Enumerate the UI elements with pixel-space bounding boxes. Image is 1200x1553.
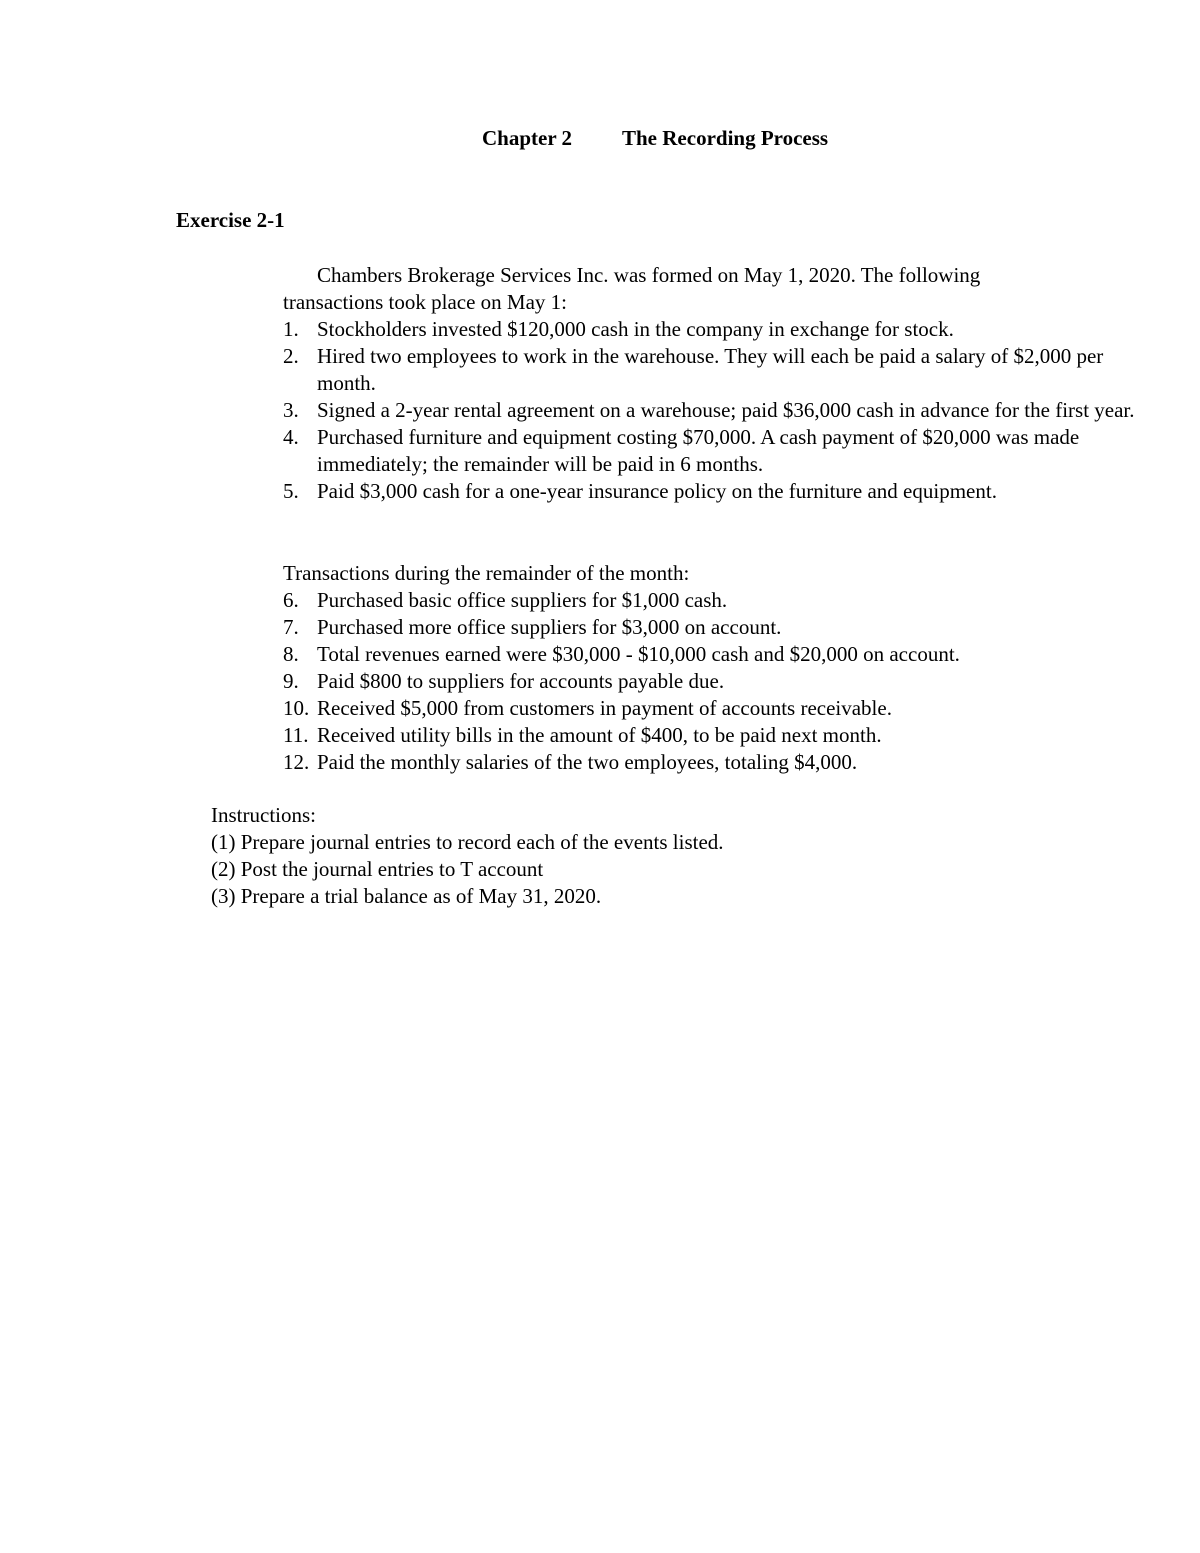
item-number: 4. [283,425,299,449]
item-text: Received $5,000 from customers in payment of accounts receivable. [317,696,892,720]
exercise-intro [283,262,1163,316]
list-item [283,695,1163,722]
chapter-name: The Recording Process [622,126,829,150]
item-number: 6. [283,588,299,612]
item-text: Paid $3,000 cash for a one-year insurance policy on the furniture and equipment. [317,479,997,503]
item-number: 1. [283,317,299,341]
list-item [283,343,1163,397]
item-number: 10. [283,696,310,720]
item-text: Paid the monthly salaries of the two employees, totaling $4,000. [317,750,858,774]
item-text: Stockholders invested $120,000 cash in the company in exchange for stock. [317,317,954,341]
intro-line: Chambers Brokerage Services Inc. was formed on May 1, 2020. The following [317,263,981,287]
item-text: Purchased more office suppliers for $3,000 on account. [317,615,782,639]
list-item [283,614,1163,641]
remainder-transactions-list [283,587,1163,776]
intro-line: transactions took place on May 1: [283,290,568,314]
list-item [283,641,1163,668]
item-text: Purchased furniture and equipment costing $70,000. A cash payment of $20,000 was made immediately; the remainder will be paid in 6 months. [317,425,1080,476]
item-text: Hired two employees to work in the warehouse. They will each be paid a salary of $2,000 per month. [317,344,1104,395]
list-item [283,316,1163,343]
list-item [283,478,1163,505]
item-number: 9. [283,669,299,693]
item-number: 2. [283,344,299,368]
item-number: 11. [283,723,309,747]
list-item [283,749,1163,776]
item-text: Total revenues earned were $30,000 - $10,000 cash and $20,000 on account. [317,642,960,666]
chapter-title [482,126,828,151]
item-number: 5. [283,479,299,503]
instructions-block [211,802,724,910]
list-item [283,722,1163,749]
instruction-item: (1) Prepare journal entries to record each of the events listed. [211,830,724,854]
item-number: 8. [283,642,299,666]
list-item [283,587,1163,614]
list-item [283,424,1163,478]
item-number: 3. [283,398,299,422]
exercise-heading: Exercise 2-1 [176,208,285,232]
instruction-item: (3) Prepare a trial balance as of May 31, 2020. [211,884,602,908]
list-item [283,668,1163,695]
item-text: Signed a 2-year rental agreement on a warehouse; paid $36,000 cash in advance for the first year. [317,398,1135,422]
item-number: 7. [283,615,299,639]
remainder-label: Transactions during the remainder of the month: [283,561,690,585]
list-item [283,397,1163,424]
instruction-item: (2) Post the journal entries to T account [211,857,544,881]
item-text: Received utility bills in the amount of $400, to be paid next month. [317,723,882,747]
item-text: Paid $800 to suppliers for accounts payable due. [317,669,725,693]
may1-transactions-list [283,316,1163,505]
item-number: 12. [283,750,310,774]
item-text: Purchased basic office suppliers for $1,000 cash. [317,588,728,612]
chapter-number: Chapter 2 [482,126,573,150]
instructions-label: Instructions: [211,803,316,827]
